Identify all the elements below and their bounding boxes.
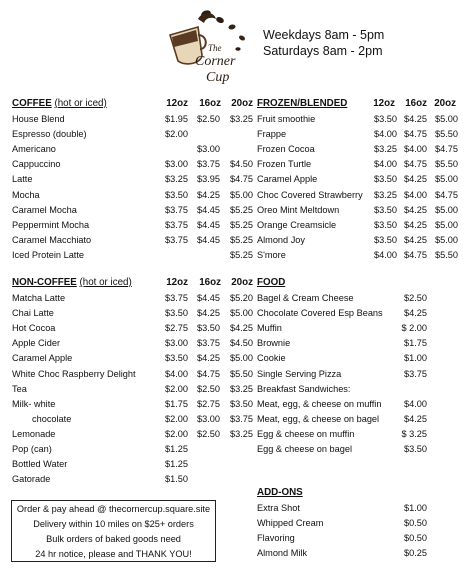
coffee-row <box>12 142 253 156</box>
business-hours <box>263 27 384 59</box>
noncoffee-row <box>12 291 253 305</box>
frozen-price-12oz: $3.50 <box>374 204 397 215</box>
coffee-row <box>12 233 253 247</box>
addon-price: $0.25 <box>404 548 427 559</box>
frozen-row <box>257 203 458 217</box>
frozen-item-name: Caramel Apple <box>257 174 318 185</box>
food-row <box>257 442 427 456</box>
coffee-item-name: House Blend <box>12 114 65 124</box>
corner-cup-logo <box>158 5 254 87</box>
frozen-size-12oz: 12oz <box>373 98 395 109</box>
addon-row <box>257 531 427 545</box>
noncoffee-note: (hot or iced) <box>79 277 132 288</box>
coffee-item-name: Caramel Macchiato <box>12 234 92 245</box>
noncoffee-price-12oz: $2.00 <box>165 413 188 424</box>
noncoffee-row <box>12 397 253 411</box>
food-row <box>257 412 427 426</box>
coffee-row <box>12 248 253 262</box>
coffee-size-16oz: 16oz <box>199 98 221 109</box>
frozen-row <box>257 172 458 186</box>
frozen-title: FROZEN/BLENDED <box>257 98 348 109</box>
noncoffee-price-16oz: $4.25 <box>197 308 220 319</box>
food-price: $4.00 <box>404 398 427 409</box>
noncoffee-item-name: Lemonade <box>12 428 56 439</box>
food-item-name: Bagel & Cream Cheese <box>257 293 354 303</box>
coffee-price-12oz: $3.75 <box>165 204 188 215</box>
noncoffee-price-12oz: $2.00 <box>165 383 188 394</box>
food-price: $3.75 <box>404 368 427 379</box>
frozen-size-20oz: 20oz <box>434 98 456 109</box>
coffee-row <box>12 127 253 141</box>
frozen-price-20oz: $5.50 <box>435 129 458 140</box>
food-row <box>257 382 427 396</box>
frozen-price-12oz: $4.00 <box>374 129 397 140</box>
coffee-price-12oz: $3.75 <box>165 219 188 230</box>
food-row <box>257 397 427 411</box>
addon-row <box>257 516 427 530</box>
coffee-price-12oz: $3.25 <box>165 174 188 185</box>
frozen-price-16oz: $4.75 <box>404 159 427 170</box>
noncoffee-price-12oz: $3.00 <box>165 338 188 349</box>
frozen-item-name: Frappe <box>257 129 287 140</box>
frozen-item-name: Choc Covered Strawberry <box>257 189 363 200</box>
frozen-price-20oz: $5.50 <box>435 249 458 260</box>
frozen-item-name: Almond Joy <box>257 234 306 245</box>
frozen-price-20oz: $5.00 <box>435 114 458 124</box>
noncoffee-price-20oz: $4.25 <box>230 323 253 334</box>
frozen-price-12oz: $3.25 <box>374 189 397 200</box>
noncoffee-price-20oz: $5.00 <box>230 308 253 319</box>
frozen-price-16oz: $4.25 <box>404 174 427 185</box>
hours-saturdays: Saturdays 8am - 2pm <box>263 44 383 58</box>
frozen-row <box>257 188 458 202</box>
frozen-row <box>257 142 458 156</box>
frozen-price-16oz: $4.25 <box>404 219 427 230</box>
food-row <box>257 336 427 350</box>
noncoffee-price-12oz: $3.50 <box>165 353 188 364</box>
addon-item-name: Flavoring <box>257 533 295 544</box>
coffee-price-12oz: $2.00 <box>165 129 188 140</box>
noncoffee-size-12oz: 12oz <box>166 277 188 288</box>
frozen-price-16oz: $4.00 <box>404 144 427 155</box>
addon-item-name: Almond Milk <box>257 548 308 559</box>
noncoffee-price-12oz: $1.25 <box>165 444 188 454</box>
coffee-price-12oz: $1.95 <box>165 114 188 124</box>
addon-price: $1.00 <box>404 503 427 513</box>
coffee-price-20oz: $4.75 <box>230 174 253 185</box>
notice-delivery: Delivery within 10 miles on $25+ orders <box>33 519 194 529</box>
frozen-price-12oz: $3.50 <box>374 234 397 245</box>
frozen-price-12oz: $3.50 <box>374 219 397 230</box>
frozen-price-12oz: $4.00 <box>374 249 397 260</box>
noncoffee-price-20oz: $3.25 <box>230 383 253 394</box>
coffee-item-name: Espresso (double) <box>12 129 87 140</box>
food-row <box>257 367 427 381</box>
frozen-price-20oz: $5.00 <box>435 174 458 185</box>
frozen-price-20oz: $5.00 <box>435 204 458 215</box>
food-item-name: Muffin <box>257 323 282 334</box>
frozen-price-20oz: $5.00 <box>435 234 458 245</box>
frozen-price-20oz: $5.50 <box>435 159 458 170</box>
order-notice-box <box>11 500 216 562</box>
addons-title: ADD-ONS <box>257 487 303 498</box>
frozen-row <box>257 157 458 171</box>
food-item-name: Meat, egg, & cheese on muffin <box>257 398 382 409</box>
notice-order-ahead: Order & pay ahead @ thecornercup.square.site <box>16 504 211 514</box>
food-item-name: Breakfast Sandwiches: <box>257 383 351 394</box>
frozen-row <box>257 112 458 126</box>
frozen-row <box>257 218 458 232</box>
food-price: $2.50 <box>404 293 427 303</box>
frozen-size-16oz: 16oz <box>405 98 427 109</box>
coffee-price-16oz: $3.75 <box>197 159 220 170</box>
noncoffee-row <box>12 367 253 381</box>
coffee-price-20oz: $5.25 <box>230 204 253 215</box>
food-item-name: Egg & cheese on bagel <box>257 444 353 454</box>
frozen-item-name: Frozen Turtle <box>257 159 312 170</box>
frozen-item-name: Oreo Mint Meltdown <box>257 204 340 215</box>
coffee-row <box>12 157 253 171</box>
frozen-price-16oz: $4.25 <box>404 234 427 245</box>
frozen-price-16oz: $4.25 <box>404 114 427 124</box>
noncoffee-title: NON-COFFEE <box>12 277 77 288</box>
coffee-item-name: Americano <box>12 144 56 155</box>
noncoffee-item-name: Chai Latte <box>12 308 54 319</box>
food-item-name: Single Serving Pizza <box>257 368 342 379</box>
noncoffee-item-name: Apple Cider <box>12 338 61 349</box>
coffee-price-12oz: $3.50 <box>165 189 188 200</box>
noncoffee-row <box>12 321 253 335</box>
noncoffee-price-20oz: $4.50 <box>230 338 253 349</box>
food-row <box>257 306 427 320</box>
notice-bulk-orders: Bulk orders of baked goods need <box>46 534 181 544</box>
noncoffee-price-12oz: $4.00 <box>165 368 188 379</box>
noncoffee-price-12oz: $2.00 <box>165 428 188 439</box>
noncoffee-item-name: Pop (can) <box>12 444 52 454</box>
noncoffee-row <box>12 382 253 396</box>
coffee-size-12oz: 12oz <box>166 98 188 109</box>
noncoffee-row <box>12 442 253 456</box>
noncoffee-row <box>12 412 253 426</box>
noncoffee-price-16oz: $4.25 <box>197 353 220 364</box>
food-price: $1.75 <box>404 338 427 349</box>
coffee-row <box>12 218 253 232</box>
food-row <box>257 351 427 365</box>
noncoffee-price-20oz: $3.25 <box>230 428 253 439</box>
frozen-row <box>257 127 458 141</box>
frozen-section-header <box>257 97 457 111</box>
noncoffee-size-20oz: 20oz <box>231 277 253 288</box>
coffee-price-16oz: $3.00 <box>197 144 220 155</box>
hours-weekdays: Weekdays 8am - 5pm <box>263 28 385 42</box>
frozen-price-20oz: $4.75 <box>435 189 458 200</box>
food-price: $1.00 <box>404 353 427 364</box>
coffee-price-16oz: $4.45 <box>197 219 220 230</box>
frozen-price-16oz: $4.75 <box>404 249 427 260</box>
noncoffee-price-16oz: $2.50 <box>197 383 220 394</box>
coffee-row <box>12 203 253 217</box>
noncoffee-price-12oz: $2.75 <box>165 323 188 334</box>
food-price: $ 3.25 <box>401 428 427 439</box>
frozen-price-12oz: $3.25 <box>374 144 397 155</box>
coffee-price-20oz: $4.50 <box>230 159 253 170</box>
food-price: $3.50 <box>404 444 427 454</box>
noncoffee-price-16oz: $4.75 <box>197 368 220 379</box>
noncoffee-price-16oz: $4.45 <box>197 293 220 303</box>
noncoffee-item-name: Bottled Water <box>12 459 68 470</box>
noncoffee-price-20oz: $5.00 <box>230 353 253 364</box>
food-price: $4.25 <box>404 308 427 319</box>
food-item-name: Meat, egg, & cheese on bagel <box>257 413 380 424</box>
frozen-price-20oz: $4.75 <box>435 144 458 155</box>
food-row <box>257 291 427 305</box>
frozen-item-name: S'more <box>257 249 286 260</box>
food-price: $ 2.00 <box>401 323 427 334</box>
frozen-row <box>257 248 458 262</box>
food-section-header <box>257 276 357 290</box>
food-row <box>257 427 427 441</box>
frozen-price-16oz: $4.75 <box>404 129 427 140</box>
coffee-price-16oz: $4.45 <box>197 204 220 215</box>
noncoffee-price-16oz: $3.75 <box>197 338 220 349</box>
noncoffee-price-12oz: $1.25 <box>165 459 188 470</box>
coffee-price-16oz: $3.95 <box>197 174 220 185</box>
coffee-item-name: Peppermint Mocha <box>12 219 90 230</box>
frozen-price-20oz: $5.00 <box>435 219 458 230</box>
food-title: FOOD <box>257 277 286 288</box>
noncoffee-price-12oz: $1.50 <box>165 474 188 485</box>
noncoffee-item-name: Milk- white <box>12 398 56 409</box>
food-price: $4.25 <box>404 413 427 424</box>
noncoffee-price-16oz: $2.50 <box>197 428 220 439</box>
addon-item-name: Extra Shot <box>257 503 300 513</box>
noncoffee-item-name: Gatorade <box>12 474 51 485</box>
logo-the-text: The <box>208 43 222 53</box>
noncoffee-row <box>12 336 253 350</box>
noncoffee-price-12oz: $3.50 <box>165 308 188 319</box>
coffee-size-20oz: 20oz <box>231 98 253 109</box>
noncoffee-price-12oz: $1.75 <box>165 398 188 409</box>
frozen-item-name: Orange Creamsicle <box>257 219 337 230</box>
food-item-name: Brownie <box>257 338 291 349</box>
coffee-price-12oz: $3.00 <box>165 159 188 170</box>
noncoffee-row <box>12 457 253 471</box>
food-item-name: Cookie <box>257 353 286 364</box>
frozen-item-name: Fruit smoothie <box>257 114 316 124</box>
noncoffee-price-16oz: $2.75 <box>197 398 220 409</box>
noncoffee-price-12oz: $3.75 <box>165 293 188 303</box>
coffee-item-name: Mocha <box>12 189 40 200</box>
frozen-price-12oz: $3.50 <box>374 174 397 185</box>
noncoffee-row <box>12 351 253 365</box>
noncoffee-price-20oz: $3.75 <box>230 413 253 424</box>
frozen-price-12oz: $3.50 <box>374 114 397 124</box>
notice-thank-you: 24 hr notice, please and THANK YOU! <box>35 549 192 559</box>
logo-corner-text: Corner <box>195 54 236 69</box>
food-item-name: Egg & cheese on muffin <box>257 428 355 439</box>
noncoffee-row <box>12 472 253 486</box>
coffee-note: (hot or iced) <box>54 98 107 109</box>
frozen-price-12oz: $4.00 <box>374 159 397 170</box>
noncoffee-item-name: Matcha Latte <box>12 293 66 303</box>
frozen-price-16oz: $4.00 <box>404 189 427 200</box>
addon-price: $0.50 <box>404 518 427 529</box>
coffee-price-20oz: $5.25 <box>230 219 253 230</box>
frozen-price-16oz: $4.25 <box>404 204 427 215</box>
noncoffee-price-16oz: $3.00 <box>197 413 220 424</box>
noncoffee-row <box>12 306 253 320</box>
food-item-name: Chocolate Covered Esp Beans <box>257 308 383 319</box>
coffee-row <box>12 112 253 126</box>
coffee-section-header <box>12 97 253 111</box>
noncoffee-item-name: Hot Cocoa <box>12 323 56 334</box>
noncoffee-item-name: White Choc Raspberry Delight <box>12 368 136 379</box>
coffee-title: COFFEE <box>12 98 52 109</box>
frozen-item-name: Frozen Cocoa <box>257 144 315 155</box>
coffee-item-name: Iced Protein Latte <box>12 249 85 260</box>
coffee-row <box>12 188 253 202</box>
frozen-row <box>257 233 458 247</box>
coffee-price-12oz: $3.75 <box>165 234 188 245</box>
coffee-row <box>12 172 253 186</box>
coffee-price-16oz: $4.25 <box>197 189 220 200</box>
logo-cup-text: Cup <box>206 70 230 85</box>
coffee-price-20oz: $3.25 <box>230 114 253 124</box>
coffee-price-20oz: $5.00 <box>230 189 253 200</box>
food-row <box>257 321 427 335</box>
addon-price: $0.50 <box>404 533 427 544</box>
addons-section-header <box>257 486 357 500</box>
noncoffee-price-16oz: $3.50 <box>197 323 220 334</box>
noncoffee-price-20oz: $3.50 <box>230 398 253 409</box>
noncoffee-item-name: Caramel Apple <box>12 353 73 364</box>
noncoffee-item-name: Tea <box>12 383 27 394</box>
noncoffee-item-name: chocolate <box>32 413 72 424</box>
noncoffee-row <box>12 427 253 441</box>
coffee-item-name: Cappuccino <box>12 159 61 170</box>
coffee-item-name: Latte <box>12 174 33 185</box>
coffee-price-20oz: $5.25 <box>230 234 253 245</box>
addon-row <box>257 501 427 515</box>
coffee-price-20oz: $5.25 <box>230 249 253 260</box>
noncoffee-size-16oz: 16oz <box>199 277 221 288</box>
noncoffee-price-20oz: $5.50 <box>230 368 253 379</box>
noncoffee-price-20oz: $5.20 <box>230 293 253 303</box>
addon-item-name: Whipped Cream <box>257 518 324 529</box>
coffee-item-name: Caramel Mocha <box>12 204 77 215</box>
addon-row <box>257 546 427 560</box>
coffee-price-16oz: $4.45 <box>197 234 220 245</box>
noncoffee-section-header <box>12 276 253 290</box>
coffee-price-16oz: $2.50 <box>197 114 220 124</box>
